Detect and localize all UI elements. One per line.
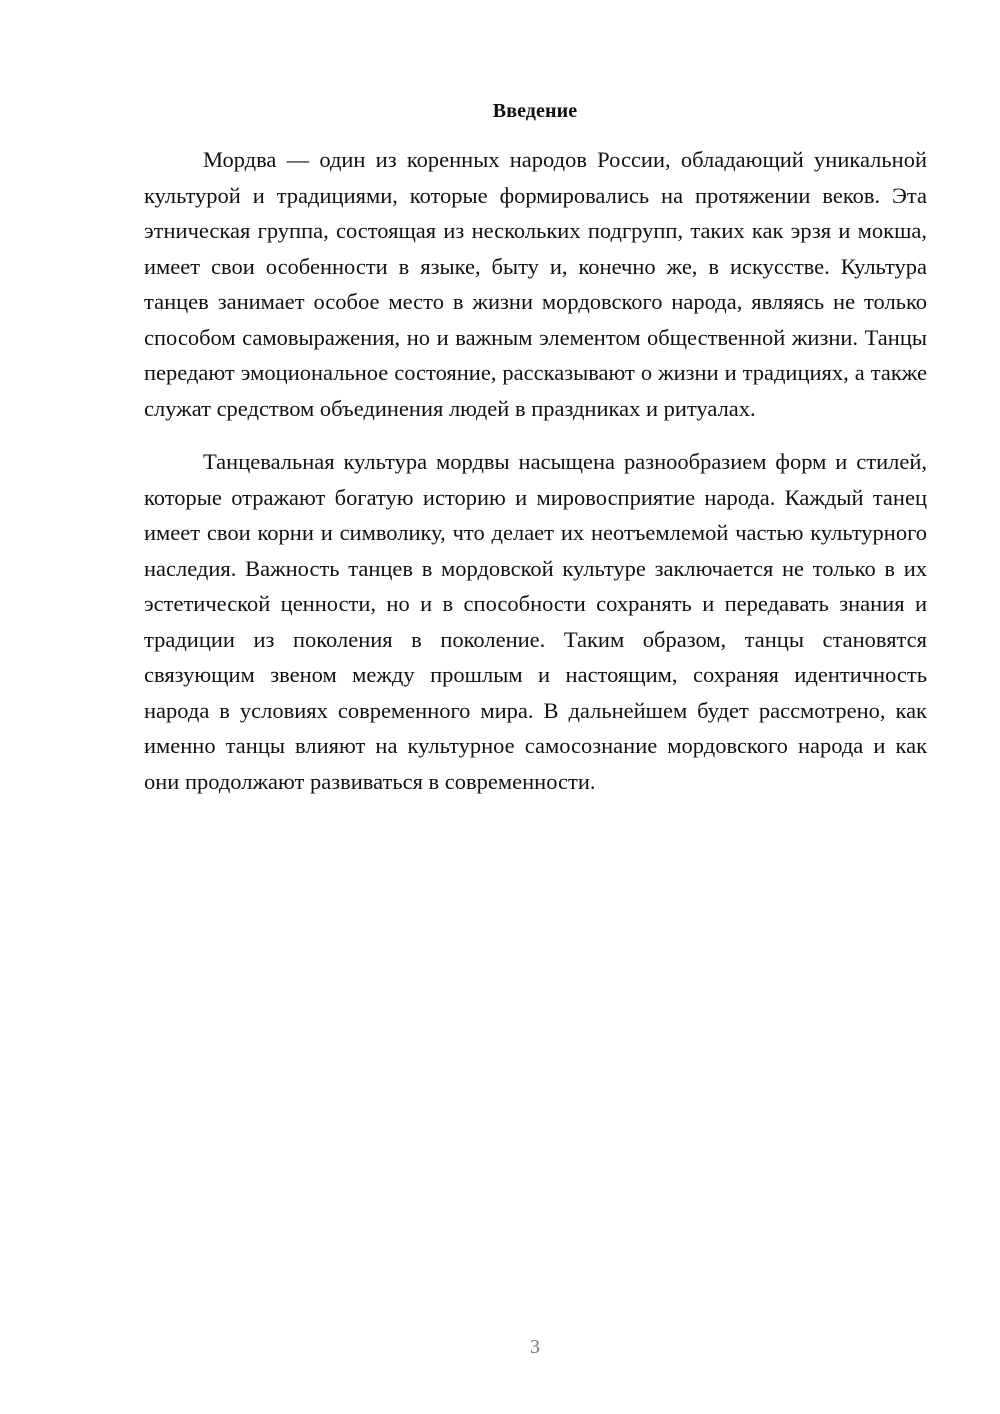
body-text: [144, 142, 927, 799]
section-heading: Введение: [492, 100, 578, 122]
paragraph-1: Мордва — один из коренных народов России, обладающий уникальной культурой и традициями, которые формировались на протяжении веков. Эта этническая группа, состоящая из нескольких подгрупп, таких как эрзя и мокша, имеет свои особенности в языке, быту и, конечно же, в искусстве. Культура танцев занимает особое место в жизни мордовского народа, являясь не только способом самовыражения, но и важным элементом общественной жизни. Танцы передают эмоциональное состояние, рассказывают о жизни и традициях, а также служат средством объединения людей в праздниках и ритуалах.: [144, 147, 927, 421]
paragraph-2: Танцевальная культура мордвы насыщена разнообразием форм и стилей, которые отражают богатую историю и мировосприятие народа. Каждый танец имеет свои корни и символику, что делает их неотъемлемой частью культурного наследия. Важность танцев в мордовской культуре заключается не только в их эстетической ценности, но и в способности сохранять и передавать знания и традиции из поколения в поколение. Таким образом, танцы становятся связующим звеном между прошлым и настоящим, сохраняя идентичность народа в условиях современного мира. В дальнейшем будет рассмотрено, как именно танцы влияют на культурное самосознание мордовского народа и как они продолжают развиваться в современности.: [144, 449, 927, 794]
page-number: 3: [530, 1336, 540, 1358]
